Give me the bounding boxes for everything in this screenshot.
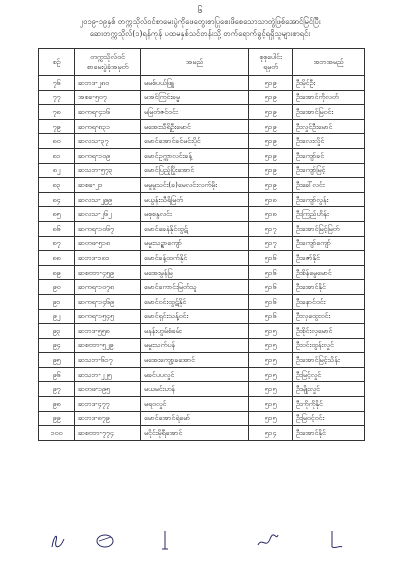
cell-roll: ဆဘဒ-၅၅၈ [75, 324, 141, 339]
cell-father: ဦးကျော်လွန်း [293, 192, 365, 207]
signature-mark-2 [90, 527, 120, 553]
cell-roll: ဆဘဒ-၄၇၇ [75, 397, 141, 412]
table-row [39, 265, 365, 280]
cell-father: ဦးလေးလှိုင် [293, 134, 365, 149]
cell-no: ၉၄ [39, 338, 75, 353]
table-row [39, 309, 365, 324]
signature-mark-5 [320, 527, 350, 553]
col-header-marks-line2: ရမှတ် [263, 63, 278, 71]
cell-no: ၈၀ [39, 134, 75, 149]
cell-name: မငိုင်းမိုရီအောင် [141, 426, 249, 441]
cell-no: ၈၉ [39, 265, 75, 280]
col-header-roll [75, 49, 141, 76]
cell-no: ၇၈ [39, 105, 75, 120]
cell-roll: ဆစခ-၂၁ [75, 178, 141, 193]
table-row [39, 134, 365, 149]
cell-no: ၈၂ [39, 163, 75, 178]
cell-name: မောင်ကောင်းမြတ်သူ [141, 280, 249, 295]
cell-name: မောင်ဝင်းထွဋ်နိုင် [141, 294, 249, 309]
cell-name: မောင်ရှင်းသန့်ဝင်း [141, 309, 249, 324]
cell-name: မအေးမွန်မြ [141, 265, 249, 280]
cell-name: မခင်ပပလှုင် [141, 367, 249, 382]
cell-father: ဦးလှထွေးဝင်း [293, 309, 365, 324]
cell-no: ၉၃ [39, 324, 75, 339]
cell-name: မနန်းဟွမ်စံခမ်း [141, 324, 249, 339]
col-header-father-label: အဘအမည် [313, 58, 344, 66]
cell-no: ၈၃ [39, 178, 75, 193]
cell-marks: ၅၁၅ [249, 353, 293, 368]
cell-roll: ဆလသ-၂၆၂ [75, 207, 141, 222]
cell-roll: ဆတဖ-၁၉၅ [75, 382, 141, 397]
cell-no: ၉၀ [39, 280, 75, 295]
table-row [39, 382, 365, 397]
cell-name: မမစ်ပယ်ဖြူ [141, 76, 249, 91]
cell-marks: ၅၁၉ [249, 163, 293, 178]
table-header-row [39, 49, 365, 76]
cell-name: မောင်ခန့်ထက်နိုင် [141, 251, 249, 266]
cell-no: ၈၅ [39, 207, 75, 222]
cell-name: မယမင်းဟန် [141, 382, 249, 397]
cell-marks: ၅၁၉ [249, 105, 293, 120]
cell-father: ဦးအောင်မြင့်မြတ် [293, 221, 365, 236]
cell-name: မအေးသီရိဦးမောင် [141, 119, 249, 134]
cell-roll: ဆသဘ-၅၇၃ [75, 163, 141, 178]
cell-father: ဦးမျိုးလှုင် [293, 382, 365, 397]
cell-name: မမြတ်ဇင်ဝင်း [141, 105, 249, 120]
cell-roll: ဆတဖ-၅၁၈ [75, 236, 141, 251]
table-row [39, 76, 365, 91]
cell-marks: ၅၁၉ [249, 119, 293, 134]
cell-roll: ဆကရ-၁၄၆၉ [75, 294, 141, 309]
cell-marks: ၅၁၉ [249, 134, 293, 149]
cell-roll: အစခ-၅၀၇ [75, 90, 141, 105]
signature-area [38, 527, 364, 557]
signature-mark-4 [252, 527, 282, 553]
cell-marks: ၅၁၆ [249, 265, 293, 280]
page-number: ၆ [197, 6, 203, 16]
cell-roll: ဆစဗဘ-၅၂၉ [75, 338, 141, 353]
cell-no: ၁၀၀ [39, 426, 75, 441]
cell-father: ဦးနောင်ဝင်း [293, 294, 365, 309]
cell-father: ဦးစိုင်းလှမောင် [293, 324, 365, 339]
cell-no: ၈၁ [39, 148, 75, 163]
col-header-no [39, 49, 75, 76]
col-header-marks [249, 49, 293, 76]
cell-marks: ၅၁၉ [249, 90, 293, 105]
cell-roll: ဆကရ-၄၁၆ [75, 105, 141, 120]
table-row [39, 163, 365, 178]
cell-name: မောင်ဥက္ကာလင်းခန့် [141, 148, 249, 163]
cell-marks: ၅၁၈ [249, 192, 293, 207]
cell-roll: ဆကရ-၁၀၇၈ [75, 280, 141, 295]
table-row [39, 192, 365, 207]
cell-father: ဦးအောင်နိုင် [293, 280, 365, 295]
col-header-no-label: စဉ် [52, 58, 61, 66]
table-row [39, 397, 365, 412]
cell-marks: ၅၁၅ [249, 324, 293, 339]
cell-marks: ၅၁၅ [249, 411, 293, 426]
cell-father: ဦးမြင့်လှုင် [293, 367, 365, 382]
cell-roll: ဆဘဒ-၈၇၉ [75, 411, 141, 426]
cell-father: ဦးဇော်နိုင် [293, 251, 365, 266]
col-header-roll-line2: စာမေးပွဲခုံအမှတ် [86, 63, 129, 71]
cell-no: ၉၂ [39, 309, 75, 324]
signature-mark-1 [42, 527, 72, 553]
cell-no: ၉၆ [39, 367, 75, 382]
col-header-name [141, 49, 249, 76]
table-row [39, 105, 365, 120]
table-row [39, 178, 365, 193]
cell-roll: ဆစဗဘ-၇၇၄ [75, 426, 141, 441]
col-header-father [293, 49, 365, 76]
cell-no: ၉၅ [39, 353, 75, 368]
cell-no: ၉၇ [39, 382, 75, 397]
cell-roll: ဆဘဒ-၂၈၀ [75, 76, 141, 91]
cell-father: ဦးမြဝင့်ဝင်း [293, 411, 365, 426]
cell-father: ဦးခေါ်လင်း [293, 178, 365, 193]
cell-no: ၇၇ [39, 90, 75, 105]
col-header-name-label: အမည် [185, 58, 204, 66]
table-row [39, 251, 365, 266]
cell-father: ဦးအောင်မြဝင်း [293, 105, 365, 120]
cell-marks: ၅၁၆ [249, 280, 293, 295]
cell-name: မအင်ကြင်းခမ္မ [141, 90, 249, 105]
cell-marks: ၅၁၆ [249, 309, 293, 324]
table-row [39, 207, 365, 222]
cell-no: ၇၆ [39, 76, 75, 91]
admission-list-table [38, 48, 365, 441]
cell-marks: ၅၁၉ [249, 76, 293, 91]
cell-roll: ဆသဘ-၆၁၇ [75, 353, 141, 368]
document-heading-line1: ၂၀၁၉-၁၉နှစ် တက္ကသိုလ်ဝင်စာမေးပွဲကိုဖေတွေးစာပြုစေးဖိစေသောသာတွဲဖြစ်အောင်မြင်ပြီး [79, 17, 321, 26]
cell-no: ၈၈ [39, 251, 75, 266]
cell-father: ဦးအောင်နိုင် [293, 426, 365, 441]
cell-marks: ၅၁၄ [249, 426, 293, 441]
cell-roll: ဆဘဒ-၁၈၁ [75, 251, 141, 266]
cell-marks: ၅၁၇ [249, 221, 293, 236]
cell-marks: ၅၁၈ [249, 207, 293, 222]
cell-name: မမှုးသဥ္စာကျော် [141, 236, 249, 251]
cell-marks: ၅၁၇ [249, 236, 293, 251]
cell-marks: ၅၁၆ [249, 294, 293, 309]
cell-no: ၉၉ [39, 411, 75, 426]
signature-mark-3 [150, 527, 180, 553]
table-row [39, 90, 365, 105]
cell-roll: ဆကရ-၁၀၉ [75, 148, 141, 163]
cell-marks: ၅၁၅ [249, 367, 293, 382]
cell-roll: ဆလသ-၃၇ [75, 134, 141, 149]
cell-roll: ဆသဘ-၂၂၅ [75, 367, 141, 382]
cell-marks: ၅၁၉ [249, 178, 293, 193]
cell-name: မောင်ပြည့်ပြိုးအောင် [141, 163, 249, 178]
table-row [39, 426, 365, 441]
cell-name: မယွန်းသီရိမြတ် [141, 192, 249, 207]
cell-father: ဦးကြည်ဟိန်း [293, 207, 365, 222]
cell-roll: ဆကရ-၁၀၆၇ [75, 221, 141, 236]
cell-father: ဦးကိုကိုနိုင် [293, 397, 365, 412]
cell-no: ၈၆ [39, 221, 75, 236]
table-row [39, 338, 365, 353]
table-row [39, 411, 365, 426]
cell-name: မအေးကျော့ခအောင် [141, 353, 249, 368]
cell-roll: ဆလသ-၂၉၉ [75, 192, 141, 207]
cell-marks: ၅၁၆ [249, 251, 293, 266]
cell-name: မစုစန္ဒလင်း [141, 207, 249, 222]
cell-no: ၈၄ [39, 192, 75, 207]
cell-marks: ၅၁၉ [249, 148, 293, 163]
cell-name: မမူမူသင်း(ခ)မေလင်းလက်မိုး [141, 178, 249, 193]
cell-father: ဦးကျော်ကျော် [293, 236, 365, 251]
cell-father: ဦးကျော်ခင် [293, 148, 365, 163]
cell-name: မောင်အောင်ရဲမော် [141, 411, 249, 426]
cell-father: ဦးမိုင်ဦး [293, 76, 365, 91]
cell-no: ၉၈ [39, 397, 75, 412]
col-header-roll-line1: တက္ကသိုလ်ဝင် [90, 53, 125, 61]
cell-name: မရဝလှုင် [141, 397, 249, 412]
cell-no: ၉၁ [39, 294, 75, 309]
cell-roll: ဆကရ-၁၅၄၅ [75, 309, 141, 324]
table-row [39, 367, 365, 382]
document-heading-line2: ဆေးတက္ကသိုလ်(၁)ရန်ကုန် ပထမနှစ်သင်တန်းသို့ တက်ရောက်ခွင့်ရရှိသူများစာရင်း [89, 29, 311, 38]
cell-roll: ဆကရ-၈၃၁ [75, 119, 141, 134]
table-row [39, 148, 365, 163]
table-row [39, 280, 365, 295]
col-header-marks-line1: စုစုပေါင်း [259, 53, 282, 61]
table-row [39, 324, 365, 339]
cell-marks: ၅၁၅ [249, 382, 293, 397]
table-row [39, 294, 365, 309]
table-row [39, 221, 365, 236]
cell-name: မောင်အောင်ခင်မင်းပိုင် [141, 134, 249, 149]
cell-name: မမှုးသက်ပန် [141, 338, 249, 353]
cell-father: ဦးအောင်မြင့်သိန်း [293, 353, 365, 368]
cell-roll: ဆစဗဘ-၄၅၉ [75, 265, 141, 280]
cell-marks: ၅၁၅ [249, 397, 293, 412]
cell-father: ဦးကျော်မြင့် [293, 163, 365, 178]
cell-father: ဦးစိန်မွေမောင် [293, 265, 365, 280]
cell-no: ၈၇ [39, 236, 75, 251]
cell-father: ဦးလှုင်ဦးမောင် [293, 119, 365, 134]
table-row [39, 236, 365, 251]
table-row [39, 353, 365, 368]
cell-father: ဦးဝင်းထွန်းလှုင် [293, 338, 365, 353]
cell-father: ဦးအောင်ကိုလတ် [293, 90, 365, 105]
cell-marks: ၅၁၅ [249, 338, 293, 353]
cell-no: ၇၉ [39, 119, 75, 134]
cell-name: မောင်ခေနဲနိုင်ထွဋ် [141, 221, 249, 236]
table-row [39, 119, 365, 134]
